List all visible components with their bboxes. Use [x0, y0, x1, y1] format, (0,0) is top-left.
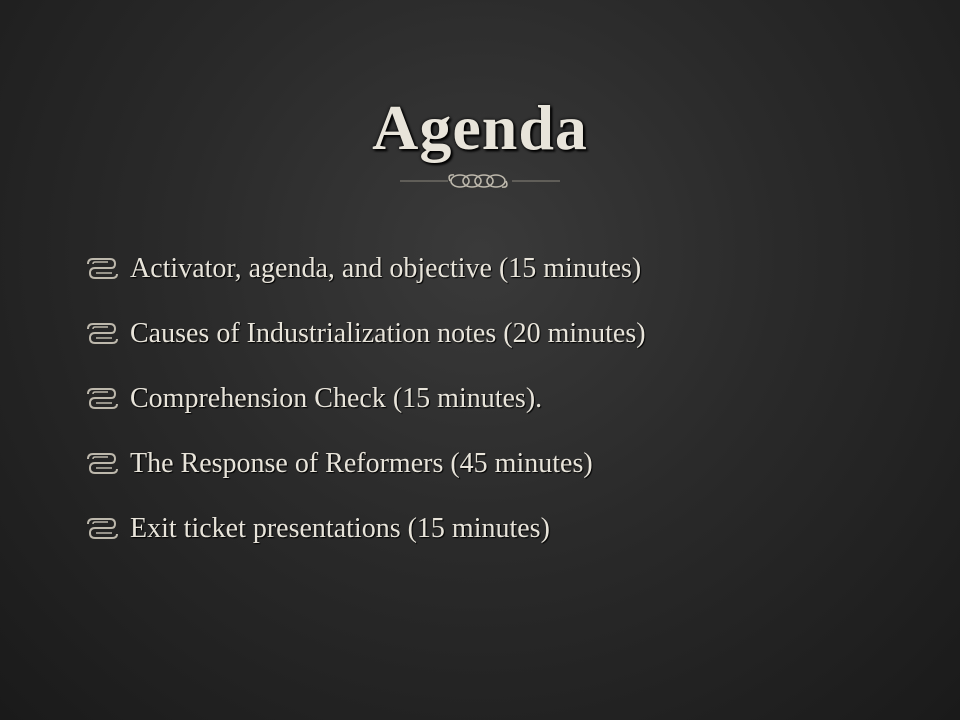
agenda-list	[84, 236, 924, 561]
scroll-bullet-icon	[84, 386, 120, 412]
agenda-item	[84, 431, 924, 496]
agenda-item-text: The Response of Reformers (45 minutes)	[130, 447, 593, 479]
agenda-item-text: Comprehension Check (15 minutes).	[130, 382, 543, 414]
agenda-item	[84, 236, 924, 301]
agenda-item-text: Exit ticket presentations (15 minutes)	[130, 512, 550, 544]
agenda-item-text: Activator, agenda, and objective (15 minutes)	[130, 252, 642, 284]
scroll-bullet-icon	[84, 516, 120, 542]
agenda-item	[84, 366, 924, 431]
agenda-item-text: Causes of Industrialization notes (20 minutes)	[130, 317, 646, 349]
slide-title: Agenda	[372, 91, 588, 163]
agenda-item	[84, 496, 924, 561]
scroll-bullet-icon	[84, 451, 120, 477]
scroll-bullet-icon	[84, 321, 120, 347]
flourish-divider-icon	[400, 168, 560, 194]
agenda-item	[84, 301, 924, 366]
scroll-bullet-icon	[84, 256, 120, 282]
